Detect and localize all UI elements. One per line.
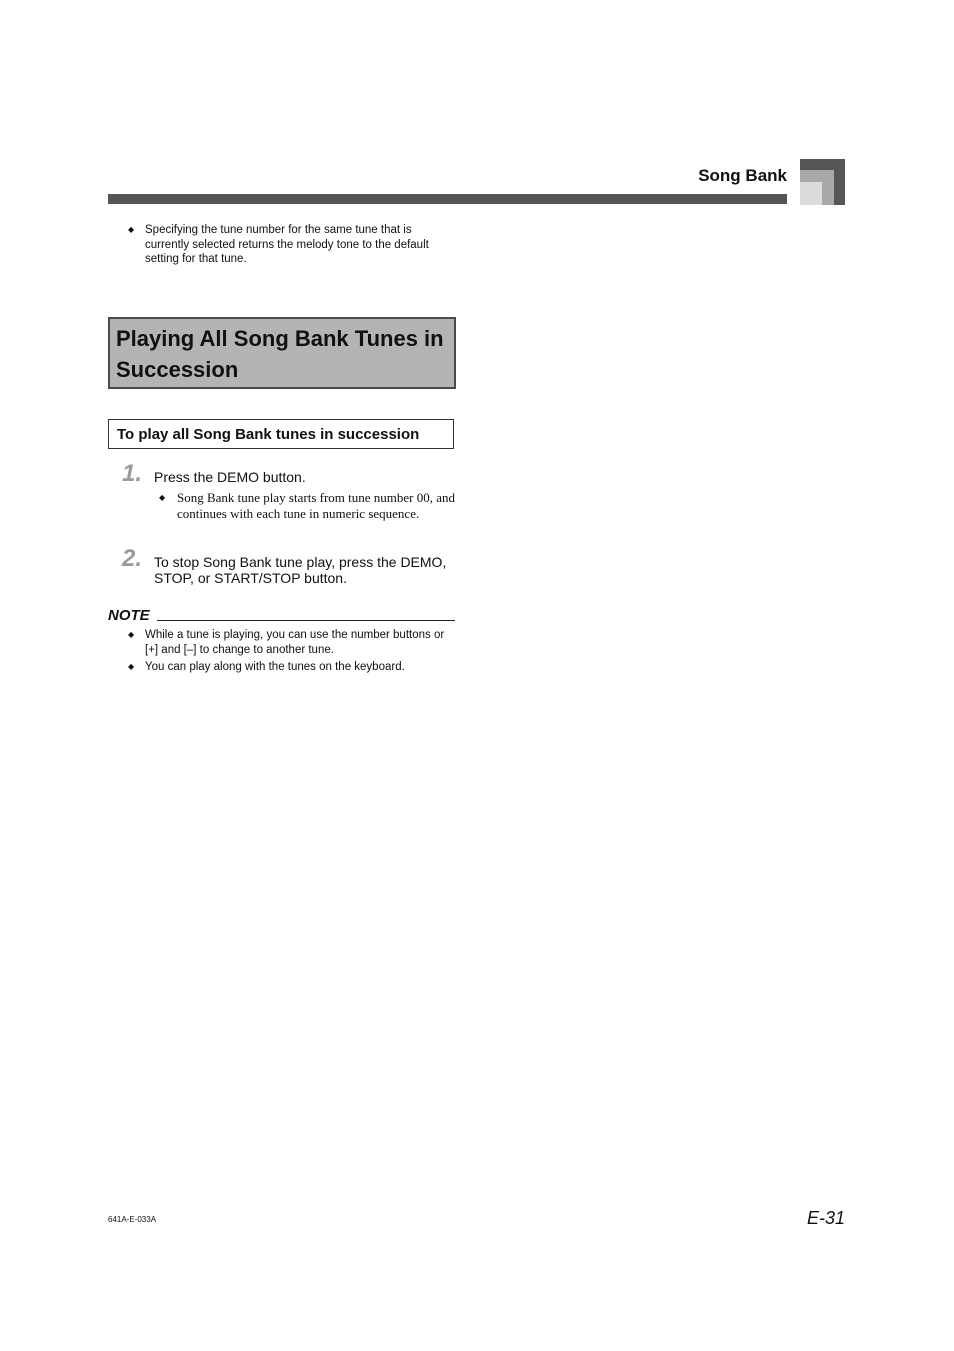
diamond-bullet-icon: ◆ xyxy=(128,662,135,671)
list-item xyxy=(108,223,456,267)
note-list xyxy=(108,628,458,678)
step-text: To stop Song Bank tune play, press the DEMO, STOP, or START/STOP button. xyxy=(154,554,447,586)
diamond-bullet-icon: ◆ xyxy=(128,630,135,639)
diamond-bullet-icon: ◆ xyxy=(159,493,166,502)
corner-decoration-inner xyxy=(800,182,822,205)
bullet-text: You can play along with the tunes on the keyboard. xyxy=(145,661,405,673)
step-number: 2. xyxy=(122,545,143,572)
bullet-text: While a tune is playing, you can use the number buttons or [+] and [–] to change to another tune. xyxy=(145,629,445,656)
page-number: E-31 xyxy=(806,1208,845,1228)
note-label: NOTE xyxy=(108,607,150,624)
top-note-list xyxy=(108,223,456,267)
bullet-text: Song Bank tune play starts from tune number 00, and continues with each tune in numeric sequence. xyxy=(177,490,456,521)
procedure-heading-box xyxy=(108,419,454,449)
procedure-title: To play all Song Bank tunes in succession xyxy=(117,426,420,443)
page-title: Playing All Song Bank Tunes in Succession xyxy=(116,326,444,382)
bullet-text: Specifying the tune number for the same tune that is currently selected returns the melody tone to the default setting for that tune. xyxy=(145,224,429,265)
diamond-bullet-icon: ◆ xyxy=(128,225,135,234)
step-bullet-list xyxy=(140,490,456,522)
step-number: 1. xyxy=(122,460,143,487)
list-item xyxy=(108,628,458,657)
doc-code: 641A-E-033A xyxy=(108,1215,157,1224)
list-item xyxy=(140,490,456,522)
list-item xyxy=(108,660,458,675)
note-rule xyxy=(157,620,455,621)
section-title: Song Bank xyxy=(698,166,787,185)
header-rule xyxy=(108,194,787,204)
main-heading-box xyxy=(108,317,456,389)
step-text: Press the DEMO button. xyxy=(154,469,306,485)
